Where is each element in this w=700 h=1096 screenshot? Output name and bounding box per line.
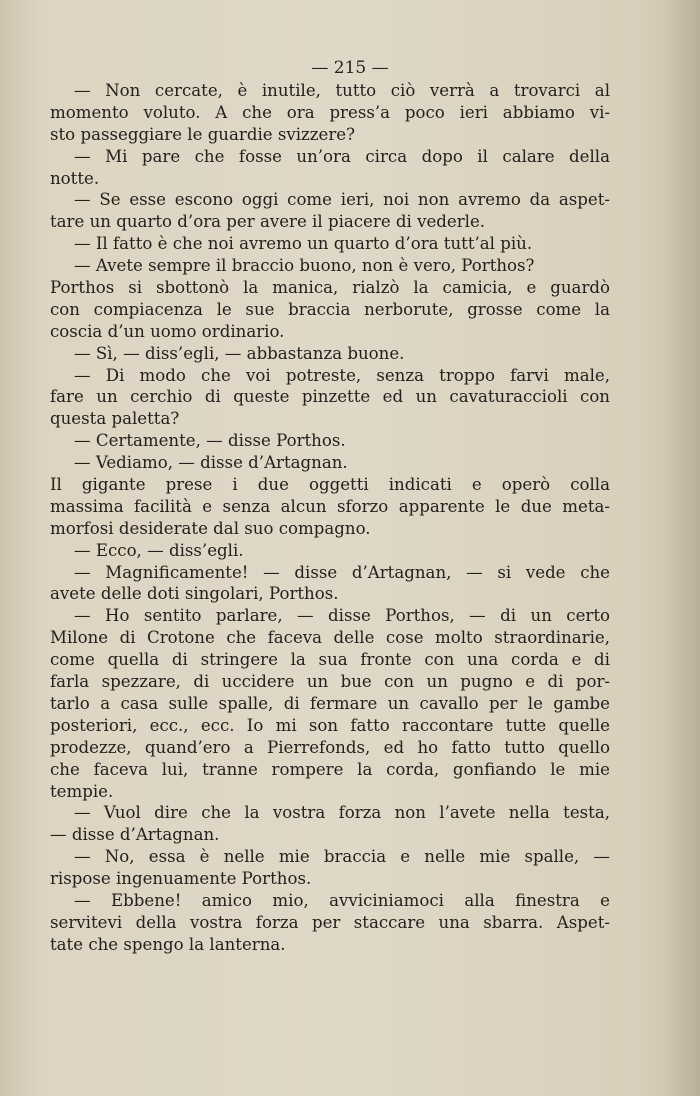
text-line: — Mi pare che fosse un’ora circa dopo il calare della xyxy=(74,146,610,166)
text-line: — Di modo che voi potreste, senza troppo farvi male, xyxy=(74,365,610,385)
text-line: — Sì, — diss’egli, — abbastanza buone. xyxy=(74,343,405,363)
text-line: che faceva lui, tranne rompere la corda, gonfiando le mie xyxy=(50,759,610,779)
text-line: fare un cerchio di queste pinzette ed un cavaturaccioli con xyxy=(50,387,610,407)
text-line: farla spezzare, di uccidere un bue con un pugno e di por- xyxy=(50,672,610,692)
text-line: come quella di stringere la sua fronte con una corda e di xyxy=(50,650,610,670)
text-line: — Non cercate, è inutile, tutto ciò verrà a trovarci al xyxy=(74,81,610,100)
text-line: — disse d’Artagnan. xyxy=(50,825,220,845)
text-line: momento voluto. A che ora press’a poco ieri abbiamo vi- xyxy=(50,102,610,122)
text-line: sto passeggiare le guardie svizzere? xyxy=(50,124,355,144)
text-line: — Ho sentito parlare, — disse Porthos, — di un certo xyxy=(74,606,610,626)
text-line: prodezze, quand’ero a Pierrefonds, ed ho fatto tutto quello xyxy=(50,737,610,757)
text-line: posteriori, ecc., ecc. Io mi son fatto raccontare tutte quelle xyxy=(50,715,610,735)
text-line: notte. xyxy=(50,168,100,188)
text-line: Il gigante prese i due oggetti indicati e operò colla xyxy=(50,475,610,495)
text-line: servitevi della vostra forza per staccare una sbarra. Aspet- xyxy=(50,912,610,932)
text-line: — Ebbene! amico mio, avviciniamoci alla finestra e xyxy=(74,890,610,910)
text-line: — Vediamo, — disse d’Artagnan. xyxy=(74,453,348,473)
text-line: Porthos si sbottonò la manica, rialzò la camicia, e guardò xyxy=(50,278,610,298)
text-line: — Magnificamente! — disse d’Artagnan, — si vede che xyxy=(74,562,610,582)
text-line: massima facilità e senza alcun sforzo apparente le due meta- xyxy=(50,496,610,516)
text-line: — Avete sempre il braccio buono, non è vero, Porthos? xyxy=(74,256,535,276)
text-line: Milone di Crotone che faceva delle cose molto straordinarie, xyxy=(50,628,610,648)
text-line: tempie. xyxy=(50,781,114,801)
text-line: — No, essa è nelle mie braccia e nelle mie spalle, — xyxy=(74,847,610,867)
text-line: avete delle doti singolari, Porthos. xyxy=(50,584,339,604)
text-line: tate che spengo la lanterna. xyxy=(50,934,286,954)
text-line: con compiacenza le sue braccia nerborute, grosse come la xyxy=(50,299,610,319)
text-line: — Il fatto è che noi avremo un quarto d’ora tutt’al più. xyxy=(74,234,533,254)
text-line: tarlo a casa sulle spalle, di fermare un cavallo per le gambe xyxy=(50,693,610,713)
text-line: coscia d’un uomo ordinario. xyxy=(50,321,285,341)
page-number: — 215 — xyxy=(311,58,389,78)
text-line: questa paletta? xyxy=(50,409,180,429)
page-edge-shadow xyxy=(664,0,700,1096)
text-line: — Ecco, — diss’egli. xyxy=(74,540,244,560)
text-line: tare un quarto d’ora per avere il piacere di vederle. xyxy=(50,212,486,232)
text-line: rispose ingenuamente Porthos. xyxy=(50,869,312,889)
text-line: — Certamente, — disse Porthos. xyxy=(74,431,346,451)
text-line: — Vuol dire che la vostra forza non l’avete nella testa, xyxy=(74,803,610,823)
text-line: — Se esse escono oggi come ieri, noi non avremo da aspet- xyxy=(74,190,610,210)
text-line: morfosi desiderate dal suo compagno. xyxy=(50,518,371,538)
page-text xyxy=(50,80,610,956)
